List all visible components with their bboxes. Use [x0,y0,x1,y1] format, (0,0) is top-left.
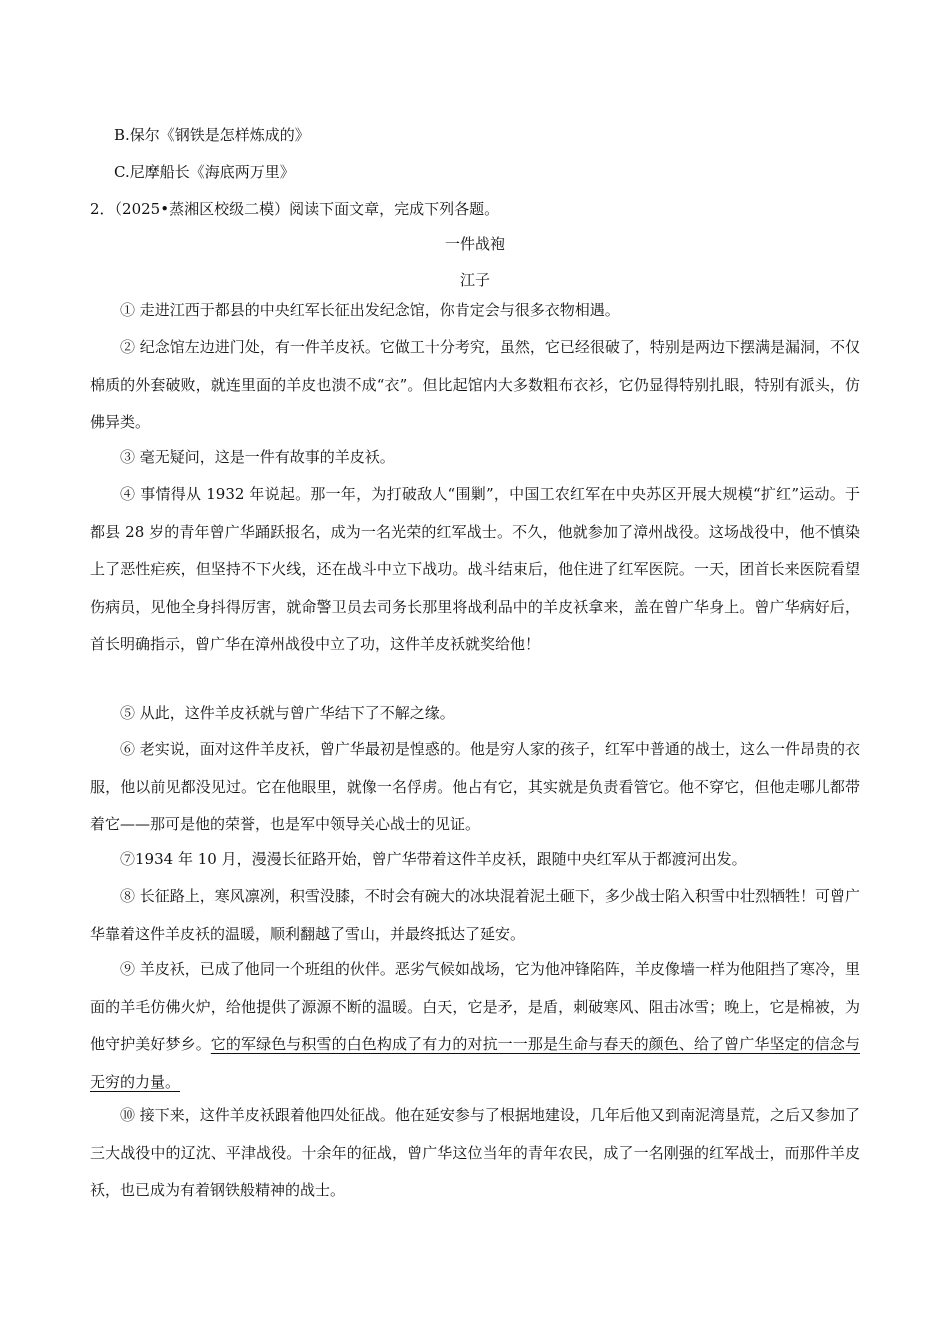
paragraph-9-text: ⑨ 羊皮袄，已成了他同一个班组的伙伴。恶劣气候如战场，它为他冲锋陷阵，羊皮像墙一样为他阻挡了寒冷，里面的羊毛仿佛火炉，给他提供了源源不断的温暖。白天，它是矛，是盾，刺破寒风、阻击冰雪；晚上，它是棉被，为他守护美好梦乡。 [90,960,860,1053]
paragraph-3: ③ 毫无疑问，这是一件有故事的羊皮袄。 [120,448,395,466]
paragraph-7: ⑦1934 年 10 月，漫漫长征路开始，曾广华带着这件羊皮袄，跟随中央红军从于都渡河出发。 [120,850,747,868]
paragraph-6: ⑥ 老实说，面对这件羊皮袄，曾广华最初是惶惑的。他是穷人家的孩子，红军中普通的战士，这么一件昂贵的衣服，他以前见都没见过。它在他眼里，就像一名俘虏。他占有它，其实就是负责看管它。他不穿它，但他走哪儿都带着它——那可是他的荣誉，也是军中领导关心战士的见证。 [90,740,860,833]
underlined-sentence: 它的军绿色与积雪的白色构成了有力的对抗一一那是生命与春天的颜色、给了曾广华坚定的信念与无穷的力量。 [90,1035,860,1091]
question-heading: 2．（2025•蒸湘区校级二模）阅读下面文章，完成下列各题。 [90,200,500,218]
paragraph-5: ⑤ 从此，这件羊皮袄就与曾广华结下了不解之缘。 [120,704,455,722]
article-title: 一件战袍 [444,235,505,253]
paragraph-10: ⑩ 接下来，这件羊皮袄跟着他四处征战。他在延安参与了根据地建设，几年后他又到南泥湾垦荒，之后又参加了三大战役中的辽沈、平津战役。十余年的征战，曾广华这位当年的青年农民，成了一名刚强的红军战士，而那件羊皮袄，也已成为有着钢铁般精神的战士。 [90,1106,860,1199]
paragraph-8: ⑧ 长征路上，寒风凛冽，积雪没膝，不时会有碗大的冰块混着泥土砸下，多少战士陷入积雪中壮烈牺牲！可曾广华靠着这件羊皮袄的温暖，顺利翻越了雪山，并最终抵达了延安。 [90,887,860,943]
article-author: 江子 [459,271,490,289]
paragraph-1: ① 走进江西于都县的中央红军长征出发纪念馆，你肯定会与很多衣物相遇。 [120,301,620,319]
paragraph-9 [90,951,860,1101]
option-c: C.尼摩船长《海底两万里》 [114,163,295,181]
option-b: B.保尔《钢铁是怎样炼成的》 [114,126,310,144]
paragraph-4: ④ 事情得从 1932 年说起。那一年，为打破敌人“围剿”，中国工农红军在中央苏区开展大规模“扩红”运动。于都县 28 岁的青年曾广华踊跃报名，成为一名光荣的红军战士。不久，他就参加了漳州战役。这场战役中，他不慎染上了恶性疟疾，但坚持不下火线，还在战斗中立下战功。战斗结束后，他住进了红军医院。一天，团首长来医院看望伤病员，见他全身抖得厉害，就命警卫员去司务长那里将战利品中的羊皮袄拿来，盖在曾广华身上。曾广华病好后，首长明确指示，曾广华在漳州战役中立了功，这件羊皮袄就奖给他！ [90,485,860,653]
paragraph-2: ② 纪念馆左边进门处，有一件羊皮袄。它做工十分考究，虽然，它已经很破了，特别是两边下摆满是漏洞，不仅棉质的外套破败，就连里面的羊皮也溃不成“衣”。但比起馆内大多数粗布衣衫，它仍显得特别扎眼，特别有派头，仿佛异类。 [90,338,860,431]
